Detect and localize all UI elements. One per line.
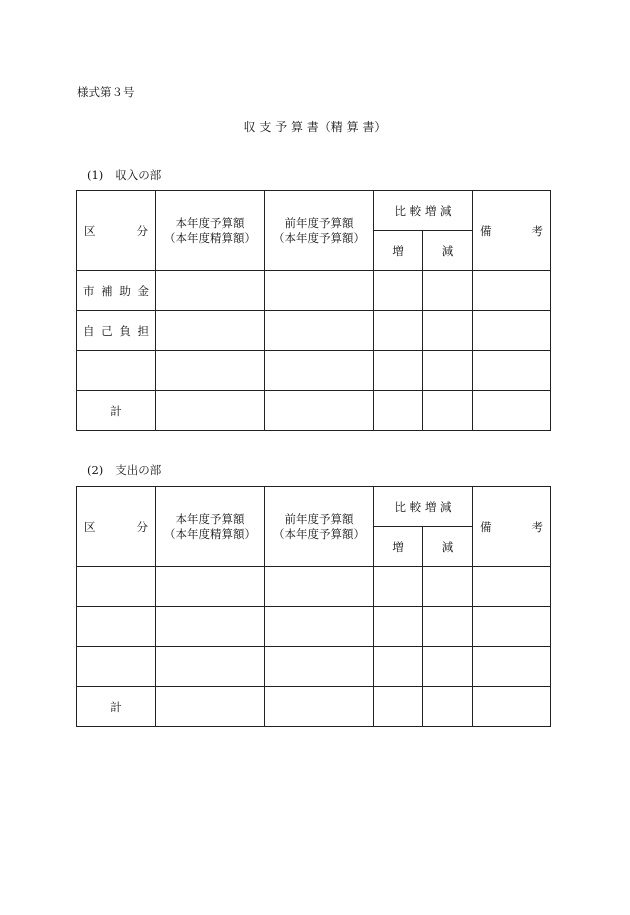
category-header-cell [77, 487, 156, 567]
category-header-cell [77, 191, 156, 271]
income-row-self-burden [77, 311, 551, 351]
table-cell[interactable] [156, 391, 265, 431]
category-header-right: 分 [136, 519, 148, 534]
table-cell[interactable] [473, 567, 551, 607]
previous-budget-label: 前年度予算額 [284, 215, 354, 230]
table-cell[interactable] [265, 311, 374, 351]
row-label-char: 市 [83, 283, 95, 298]
expenditure-section-title: 支出の部 [115, 463, 162, 477]
expenditure-section-heading [87, 463, 161, 477]
table-cell[interactable] [423, 647, 473, 687]
row-label-char: 自 [83, 323, 95, 338]
table-cell[interactable] [473, 311, 551, 351]
increase-label: 増 [392, 539, 404, 554]
increase-header [374, 231, 423, 271]
table-cell[interactable] [265, 687, 374, 727]
row-label-char: 補 [101, 283, 113, 298]
income-total-label: 計 [110, 403, 122, 418]
previous-current-label: （本年度予算額） [273, 230, 365, 245]
comparison-label: 比 較 増 減 [394, 203, 452, 218]
table-cell[interactable] [156, 351, 265, 391]
current-budget-header [156, 191, 265, 271]
previous-budget-header [265, 487, 374, 567]
income-section-number: (1) [87, 168, 104, 182]
form-number: 様式第３号 [77, 85, 135, 99]
table-cell[interactable] [423, 607, 473, 647]
income-section-title: 収入の部 [115, 168, 162, 182]
row-label-char: 己 [101, 323, 113, 338]
table-cell[interactable] [374, 687, 423, 727]
table-cell[interactable] [265, 647, 374, 687]
table-cell[interactable] [156, 271, 265, 311]
remarks-header-cell [473, 487, 551, 567]
table-cell[interactable] [265, 391, 374, 431]
expenditure-row [77, 567, 551, 607]
table-cell[interactable] [374, 391, 423, 431]
table-cell[interactable] [265, 607, 374, 647]
comparison-header [374, 191, 473, 231]
decrease-header [423, 527, 473, 567]
previous-budget-header [265, 191, 374, 271]
income-row-label-cell [77, 311, 156, 351]
expenditure-total-label-cell [77, 687, 156, 727]
expenditure-row [77, 647, 551, 687]
comparison-header [374, 487, 473, 527]
table-cell[interactable] [265, 351, 374, 391]
table-cell[interactable] [156, 311, 265, 351]
previous-current-label: （本年度予算額） [273, 526, 365, 541]
table-cell[interactable] [374, 351, 423, 391]
document-title: 収 支 予 算 書（精 算 書） [243, 120, 387, 134]
current-budget-label: 本年度予算額 [175, 511, 245, 526]
increase-header [374, 527, 423, 567]
table-cell[interactable] [77, 567, 156, 607]
comparison-label: 比 較 増 減 [394, 499, 452, 514]
income-row-blank [77, 351, 551, 391]
table-cell[interactable] [423, 311, 473, 351]
table-cell[interactable] [423, 567, 473, 607]
table-cell[interactable] [423, 687, 473, 727]
remarks-header-left: 備 [480, 223, 492, 238]
category-header-left: 区 [84, 519, 96, 534]
income-total-row [77, 391, 551, 431]
table-cell[interactable] [265, 271, 374, 311]
row-label-char: 金 [137, 283, 149, 298]
remarks-header-right: 考 [531, 223, 543, 238]
income-row-city-subsidy [77, 271, 551, 311]
decrease-label: 減 [441, 539, 454, 554]
table-cell[interactable] [473, 351, 551, 391]
table-cell[interactable] [423, 271, 473, 311]
previous-budget-label: 前年度予算額 [284, 511, 354, 526]
remarks-header-right: 考 [531, 519, 543, 534]
table-cell[interactable] [77, 351, 156, 391]
row-label-char: 担 [137, 323, 149, 338]
table-cell[interactable] [374, 567, 423, 607]
income-total-label-cell [77, 391, 156, 431]
category-header-right: 分 [136, 223, 148, 238]
income-header-row [77, 191, 551, 231]
income-row-label-cell [77, 271, 156, 311]
expenditure-total-row [77, 687, 551, 727]
row-label-char: 負 [119, 323, 131, 338]
table-cell[interactable] [265, 567, 374, 607]
current-budget-header [156, 487, 265, 567]
table-cell[interactable] [156, 607, 265, 647]
table-cell[interactable] [473, 391, 551, 431]
remarks-header-left: 備 [480, 519, 492, 534]
table-cell[interactable] [156, 567, 265, 607]
table-cell[interactable] [77, 607, 156, 647]
income-table [76, 190, 551, 431]
table-cell[interactable] [156, 687, 265, 727]
current-budget-label: 本年度予算額 [175, 215, 245, 230]
expenditure-row [77, 607, 551, 647]
table-cell[interactable] [423, 351, 473, 391]
increase-label: 増 [392, 243, 404, 258]
table-cell[interactable] [423, 391, 473, 431]
table-cell[interactable] [473, 687, 551, 727]
expenditure-total-label: 計 [110, 699, 122, 714]
table-cell[interactable] [374, 311, 423, 351]
category-header-left: 区 [84, 223, 96, 238]
remarks-header-cell [473, 191, 551, 271]
expenditure-section-number: (2) [87, 463, 104, 477]
table-cell[interactable] [473, 271, 551, 311]
income-section-heading [87, 168, 161, 182]
expenditure-table [76, 486, 551, 727]
table-cell[interactable] [77, 647, 156, 687]
table-cell[interactable] [473, 607, 551, 647]
current-settlement-label: （本年度精算額） [164, 230, 256, 245]
table-cell[interactable] [374, 607, 423, 647]
decrease-header [423, 231, 473, 271]
row-label-char: 助 [119, 283, 131, 298]
decrease-label: 減 [441, 243, 454, 258]
table-cell[interactable] [374, 647, 423, 687]
table-cell[interactable] [374, 271, 423, 311]
table-cell[interactable] [156, 647, 265, 687]
expenditure-header-row [77, 487, 551, 527]
table-cell[interactable] [473, 647, 551, 687]
current-settlement-label: （本年度精算額） [164, 526, 256, 541]
